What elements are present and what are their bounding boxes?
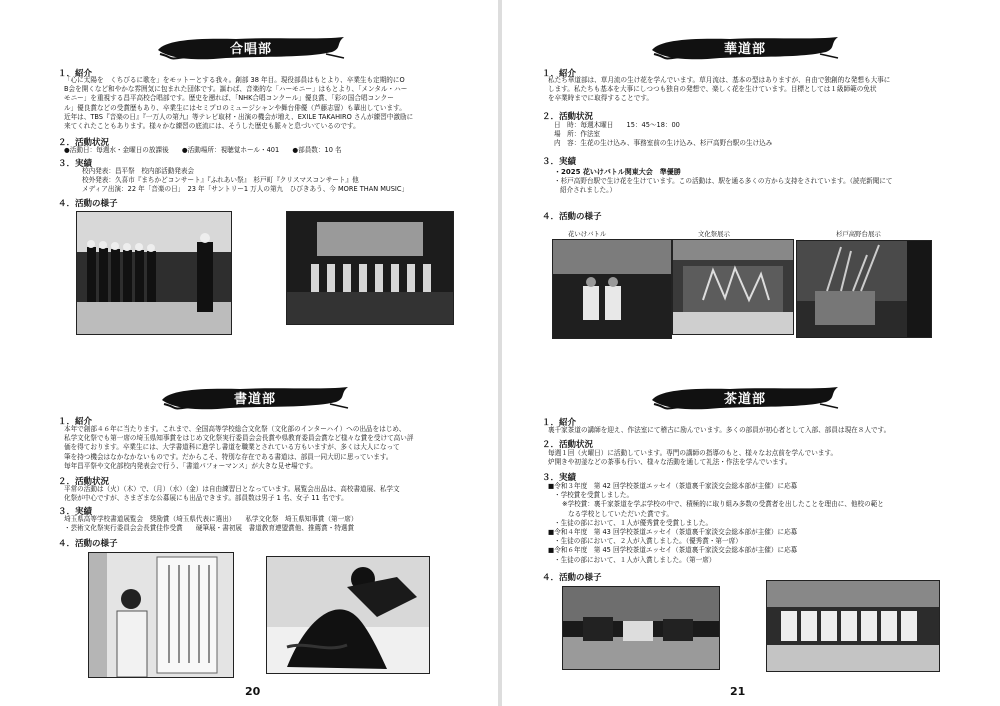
choir-title-banner	[156, 34, 346, 62]
flower-title: 華道部	[723, 42, 766, 57]
choir-ach-line: メディア出演：22 年「音楽の日」 23 年「サントリー1 万人の第九 ひびきあう、今 MORE THAN MUSIC」	[82, 185, 409, 194]
flower-photo-station	[796, 240, 932, 338]
flower-heading-intro: １．紹介	[542, 69, 577, 79]
choir-heading-achievements: ３．実績	[58, 159, 93, 169]
choir-intro-line: B会を開くなど和やかな雰囲気に包まれた団体です。謳わば、音楽的な「ハーモニー」はもとより、「メンタル・ハー	[64, 85, 408, 94]
flower-ach-line: ・2025 花いけバトル関東大会 準優勝	[554, 168, 681, 176]
tea-heading-achievements: ３．実績	[542, 473, 577, 483]
choir-photo-performance	[286, 211, 454, 325]
choir-intro-line: ル」優良賞などの受賞歴もあり、卒業生にはセミプロのミュージシャンや舞台俳優（芦藤志留）も輩出しています。	[64, 103, 406, 112]
page-number: 21	[730, 685, 746, 698]
flower-ach-line: ・杉戸高野台駅で生け花を生けています。この活動は、駅を通る多くの方から支持をされています。（読売新聞にて	[554, 177, 893, 186]
flower-title-banner	[650, 34, 840, 62]
flower-status-line: 場 所：作法室	[554, 130, 601, 139]
calligraphy-heading-achievements: ３．実績	[58, 507, 93, 517]
tea-heading-intro: １．紹介	[542, 418, 577, 428]
left-page	[0, 0, 498, 706]
flower-intro-line: を卒業時までに取得することです。	[548, 94, 653, 103]
choir-photo-practice	[76, 211, 232, 335]
flower-intro-line: します。私たちも基本を大事にしつつも独自の発想で、楽しく花を生けています。目標としては１級師範の免状	[548, 85, 877, 94]
choir-heading-photos: ４．活動の様子	[58, 199, 118, 209]
flower-heading-achievements: ３．実績	[542, 157, 577, 167]
choir-status: ●活動日：毎週水・金曜日の放課後 ●活動場所：視聴覚ホール・401 ●部員数：10 名	[64, 146, 342, 154]
tea-achievements	[548, 482, 994, 565]
tea-intro: 裏千家茶道の講師を迎え、作法室にて稽古に励んでいます。多くの部員が初心者として入部、部員は現在８人です。	[548, 426, 891, 434]
calligraphy-intro	[64, 425, 484, 471]
tea-heading-photos: ４．活動の様子	[542, 573, 602, 583]
tea-ach-line: なる学校としていただいた賞です。	[568, 509, 673, 518]
flower-ach-line: 紹介されました。）	[560, 186, 617, 195]
tea-ach-line: ■令和６年度 第 45 回学校茶道エッセイ（茶道裏千家淡交会総本部が主催）に応募	[548, 546, 798, 555]
calligraphy-achievements	[64, 515, 357, 533]
flower-heading-photos: ４．活動の様子	[542, 212, 602, 222]
tea-ach-line: ・生徒の部において、２人が入賞しました。（優秀賞・第一席）	[554, 537, 742, 546]
calligraphy-heading-status: ２．活動状況	[58, 477, 110, 487]
tea-photo-practice	[562, 586, 720, 670]
flower-caption-station: 杉戸高野台展示	[836, 230, 881, 238]
page-number: 20	[245, 685, 261, 698]
flower-caption-battle: 花いけバトル	[568, 230, 607, 238]
tea-status	[548, 449, 837, 467]
tea-ach-line: ※学校賞：裏千家茶道を学ぶ学校の中で、積極的に取り組み多数の受賞者を出したことを理由に、他校の範と	[562, 500, 884, 509]
calligraphy-heading-photos: ４．活動の様子	[58, 539, 118, 549]
calligraphy-intro-line: 毎年昌平祭や文化部校内発表会で行う、「書道パフォーマンス」が大きな見せ場です。	[64, 461, 317, 470]
calligraphy-title: 書道部	[233, 392, 276, 407]
choir-heading-status: ２．活動状況	[58, 138, 110, 148]
choir-title: 合唱部	[229, 42, 272, 57]
choir-intro	[64, 76, 484, 131]
calligraphy-status-line: 化祭が中心ですが、さまざまな公募展にも出品できます。部員数は男子 1 名、女子 11 名です。	[64, 494, 348, 503]
flower-heading-status: ２．活動状況	[542, 112, 594, 122]
choir-achievements	[82, 167, 408, 195]
choir-heading-intro: １．紹介	[58, 69, 93, 79]
calligraphy-heading-intro: １．紹介	[58, 417, 93, 427]
calligraphy-status	[64, 485, 400, 503]
tea-status-line: 炉開きや初釜などの茶事も行い、様々な活動を通して礼法・作法を学んでいます。	[548, 458, 792, 467]
flower-status-line: 内 容：生花の生け込み、事務室前の生け込み、杉戸高野台駅の生け込み	[554, 139, 773, 148]
flower-status	[554, 121, 772, 149]
tea-ach-line: ・学校賞を受賞しました。	[554, 491, 634, 500]
calligraphy-ach-line: 埼玉県高等学校書道展覧会 奨励賞（埼玉県代表に選出） 私学文化祭 埼玉県知事賞（第一席）	[64, 515, 358, 523]
choir-intro-line: 「心に太陽を くちびるに歌を」をモットーとする我々。創部 38 年目。現役部員はもとより、卒業生も定期的にO	[64, 76, 405, 84]
calligraphy-intro-line: 筆を持つ機会はなかなかないものです。だからこそ、特別な存在である書道は、部員一同大切に思っています。	[64, 452, 393, 461]
tea-ach-line: ■令和３年度 第 42 回学校茶道エッセイ（茶道裏千家淡交会総本部が主催）に応募	[548, 482, 798, 490]
tea-status-line: 毎週１回（火曜日）に活動しています。専門の講師の指導のもと、様々なお点前を学んでいます。	[548, 449, 838, 457]
calligraphy-ach-line: ・芸術文化祭実行委員会会長賞佳作受賞 硬筆展・書初展 書道教育連盟賞他、推薦賞・特選賞	[64, 524, 355, 533]
flower-status-line: 日 時：毎週木曜日 15：45～18：00	[554, 121, 680, 129]
calligraphy-title-banner	[160, 384, 350, 412]
flower-intro	[548, 76, 988, 104]
flower-achievements	[554, 168, 893, 196]
tea-title: 茶道部	[723, 392, 766, 407]
tea-heading-status: ２．活動状況	[542, 440, 594, 450]
choir-intro-line: 近年は、TBS『音楽の日』『一万人の第九』等テレビ取材・出演の機会が増え、EXILE TAKAHIRO さんが練習中激励に	[64, 112, 414, 121]
tea-ach-line: ・生徒の部において、１人が優秀賞を受賞しました。	[554, 518, 713, 527]
calligraphy-intro-line: 価を得ております。卒業生には、大学書道科に進学し書道を職業とされている方もいますが、多くは大人になって	[64, 443, 400, 452]
tea-ach-line: ・生徒の部において、１人が入賞しました。（第一席）	[554, 555, 716, 564]
tea-ach-line: ■令和４年度 第 43 回学校茶道エッセイ（茶道裏千家淡交会総本部が主催）に応募	[548, 528, 798, 537]
flower-caption-festival: 文化祭展示	[698, 230, 730, 238]
choir-ach-line: 校内発表：昌平祭 校内部活動発表会	[82, 167, 195, 175]
flower-intro-line: 私たち華道部は、草月流の生け花を学んでいます。草月流は、基本の型はありますが、自由で独創的な発想も大事に	[548, 76, 891, 84]
flower-photo-battle	[552, 239, 672, 339]
tea-photo-group	[766, 580, 940, 672]
calligraphy-status-line: 平常の活動は（火）（木）で、（月）（水）（金）は自由練習日となっています。展覧会出品は、高校書道展、私学文	[64, 485, 400, 493]
choir-intro-line: 来てくれたこともあります。様々かな練習の底流には、そうした歴史も脈々と息づいているのです。	[64, 122, 360, 131]
right-page	[502, 0, 1000, 706]
calligraphy-intro-line: 本年で創部４６年に当たります。これまで、全国高等学校総合文化祭（文化部のインターハイ）への出品をはじめ、	[64, 425, 406, 433]
tea-title-banner	[650, 384, 840, 412]
calligraphy-intro-line: 私学文化祭でも第一席の埼玉県知事賞をはじめ文化祭実行委員会会長賞や県教育委員会賞など様々な賞を受けて高い評	[64, 434, 414, 443]
choir-ach-line: 校外発表：久喜市『まちかどコンサート』『ふれあい祭』 杉戸町『クリスマスコンサート』他	[82, 176, 359, 185]
choir-intro-line: モニー」を重視する昌平高校合唱部です。歴史を遡れば、「NHK合唱コンクール」優良賞、「彩の国合唱コンクー	[64, 94, 394, 103]
calligraphy-photo-performance	[266, 556, 430, 674]
flower-photo-festival	[672, 239, 794, 335]
calligraphy-photo-exhibition	[88, 552, 234, 678]
